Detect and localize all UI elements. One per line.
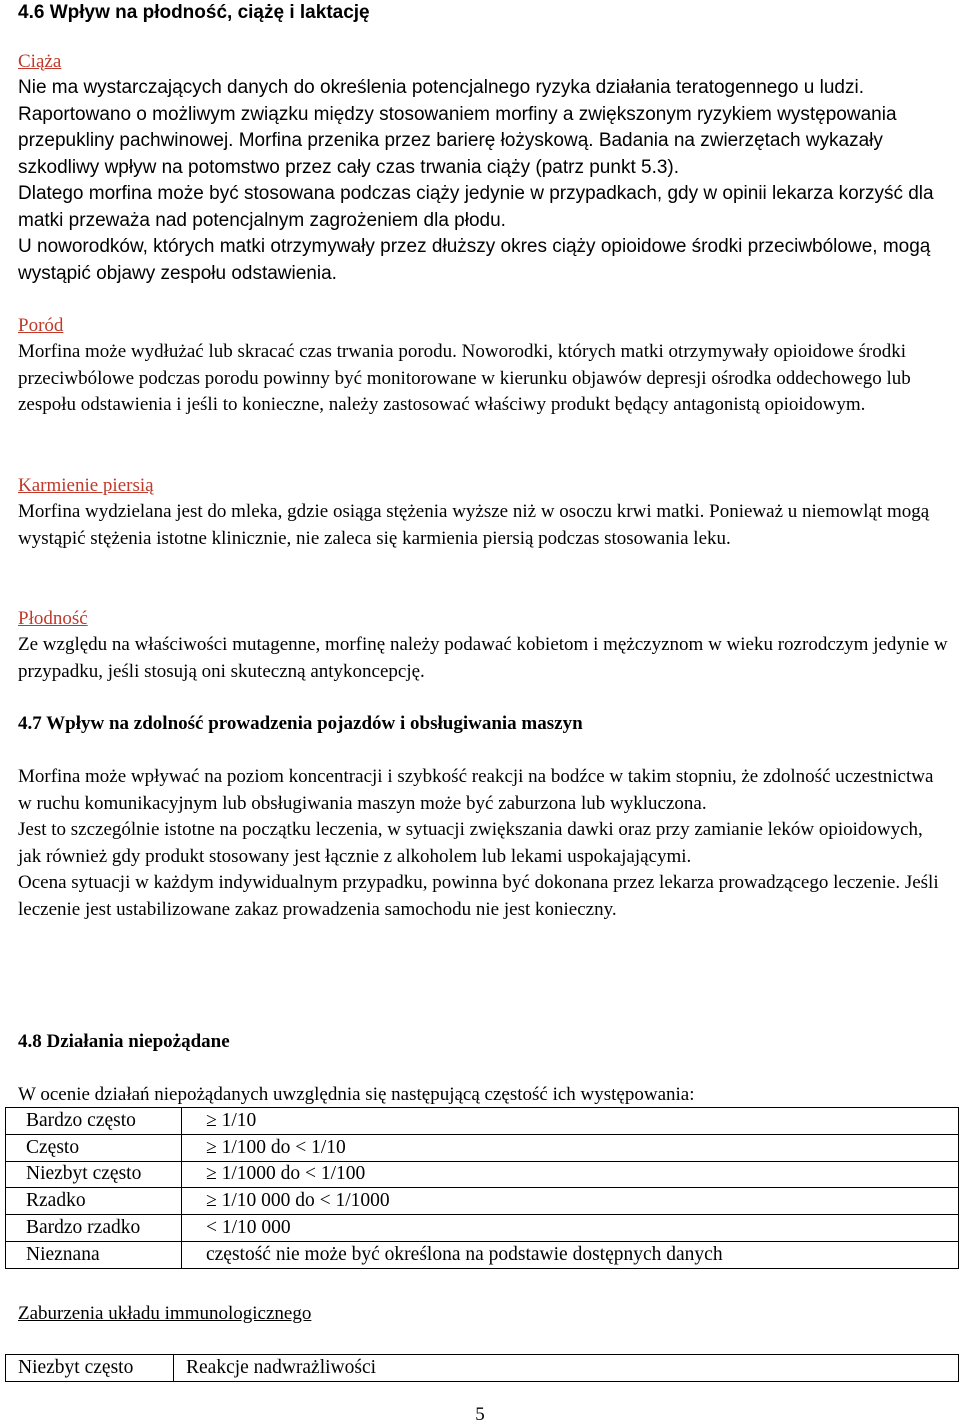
- immune-table: [5, 1354, 959, 1382]
- frequency-intro: W ocenie działań niepożądanych uwzględnia się następującą częstość ich występowania:: [18, 1084, 695, 1105]
- labor-block: [18, 313, 948, 419]
- frequency-value: ≥ 1/10 000 do < 1/1000: [182, 1188, 959, 1215]
- pregnancy-paragraph-2: Dlatego morfina może być stosowana podczas ciąży jedynie w przypadkach, gdy w opinii lekarza korzyść dla matki przeważa nad potencjalnym zagrożeniem dla płodu.: [18, 183, 934, 231]
- driving-block: [18, 764, 948, 923]
- frequency-row: [6, 1215, 959, 1242]
- frequency-value: ≥ 1/100 do < 1/10: [182, 1134, 959, 1161]
- pregnancy-heading: Ciąża: [18, 51, 62, 72]
- pregnancy-paragraph-3: U noworodków, których matki otrzymywały przez dłuższy okres ciąży opioidowe środki przeciwbólowe, mogą wystąpić objawy zespołu odstawienia.: [18, 236, 931, 284]
- fertility-paragraph-1: Ze względu na właściwości mutagenne, morfinę należy podawać kobietom i mężczyznom w wieku rozrodczym jedynie w przypadku, jeśli stosują oni skuteczną antykoncepcję.: [18, 634, 948, 682]
- frequency-row: [6, 1188, 959, 1215]
- frequency-label: Niezbyt często: [6, 1161, 182, 1188]
- frequency-row: [6, 1108, 959, 1135]
- immune-reaction: Reakcje nadwrażliwości: [174, 1355, 959, 1382]
- frequency-label: Rzadko: [6, 1188, 182, 1215]
- labor-heading: Poród: [18, 315, 64, 336]
- immune-frequency: Niezbyt często: [6, 1355, 174, 1382]
- frequency-row: [6, 1134, 959, 1161]
- pregnancy-block: [18, 49, 948, 287]
- frequency-value: ≥ 1/1000 do < 1/100: [182, 1161, 959, 1188]
- frequency-value: < 1/10 000: [182, 1215, 959, 1242]
- section-4-7-title: 4.7 Wpływ na zdolność prowadzenia pojazdów i obsługiwania maszyn: [18, 713, 583, 734]
- frequency-table: [5, 1107, 959, 1269]
- driving-paragraph-1: Morfina może wpływać na poziom koncentracji i szybkość reakcji na bodźce w takim stopniu, że zdolność uczestnictwa w ruchu komunikacyjnym lub obsługiwania maszyn może być zaburzona lub wykluczona.: [18, 766, 934, 814]
- section-4-6-title: 4.6 Wpływ na płodność, ciążę i laktację: [18, 2, 370, 23]
- breastfeeding-block: [18, 473, 948, 552]
- frequency-row: [6, 1241, 959, 1268]
- labor-paragraph-1: Morfina może wydłużać lub skracać czas trwania porodu. Noworodki, których matki otrzymywały opioidowe środki przeciwbólowe podczas porodu powinny być monitorowane w kierunku objawów depresji ośrodka oddechowego lub zespołu odstawienia i jeśli to konieczne, należy zastosować właściwy produkt będący antagonistą opioidowym.: [18, 341, 911, 415]
- fertility-heading: Płodność: [18, 608, 88, 629]
- section-4-8-title: 4.8 Działania niepożądane: [18, 1031, 230, 1052]
- immune-heading: Zaburzenia układu immunologicznego: [18, 1303, 312, 1324]
- frequency-row: [6, 1161, 959, 1188]
- pregnancy-paragraph-1: Nie ma wystarczających danych do określenia potencjalnego ryzyka działania teratogennego u ludzi. Raportowano o możliwym związku między stosowaniem morfiny a zwiększonym ryzykiem występowania przepukliny pachwinowej. Morfina przenika przez barierę łożyskową. Badania na zwierzętach wykazały szkodliwy wpływ na potomstwo przez cały czas trwania ciąży (patrz punkt 5.3).: [18, 77, 897, 178]
- immune-row: [6, 1355, 959, 1382]
- breastfeeding-paragraph-1: Morfina wydzielana jest do mleka, gdzie osiąga stężenia wyższe niż w osoczu krwi matki. Ponieważ u niemowląt mogą wystąpić stężenia istotne klinicznie, nie zaleca się karmienia piersią podczas stosowania leku.: [18, 501, 930, 549]
- frequency-label: Często: [6, 1134, 182, 1161]
- frequency-value: częstość nie może być określona na podstawie dostępnych danych: [182, 1241, 959, 1268]
- fertility-block: [18, 606, 948, 685]
- driving-paragraph-3: Ocena sytuacji w każdym indywidualnym przypadku, powinna być dokonana przez lekarza prowadzącego leczenie. Jeśli leczenie jest ustabilizowane zakaz prowadzenia samochodu nie jest konieczny.: [18, 872, 939, 920]
- frequency-label: Bardzo rzadko: [6, 1215, 182, 1242]
- driving-paragraph-2: Jest to szczególnie istotne na początku leczenia, w sytuacji zwiększania dawki oraz przy zamianie leków opioidowych, jak również gdy produkt stosowany jest łącznie z alkoholem lub lekami uspokajającymi.: [18, 819, 923, 867]
- frequency-label: Nieznana: [6, 1241, 182, 1268]
- page-number: 5: [475, 1404, 485, 1425]
- breastfeeding-heading: Karmienie piersią: [18, 475, 154, 496]
- frequency-label: Bardzo często: [6, 1108, 182, 1135]
- frequency-value: ≥ 1/10: [182, 1108, 959, 1135]
